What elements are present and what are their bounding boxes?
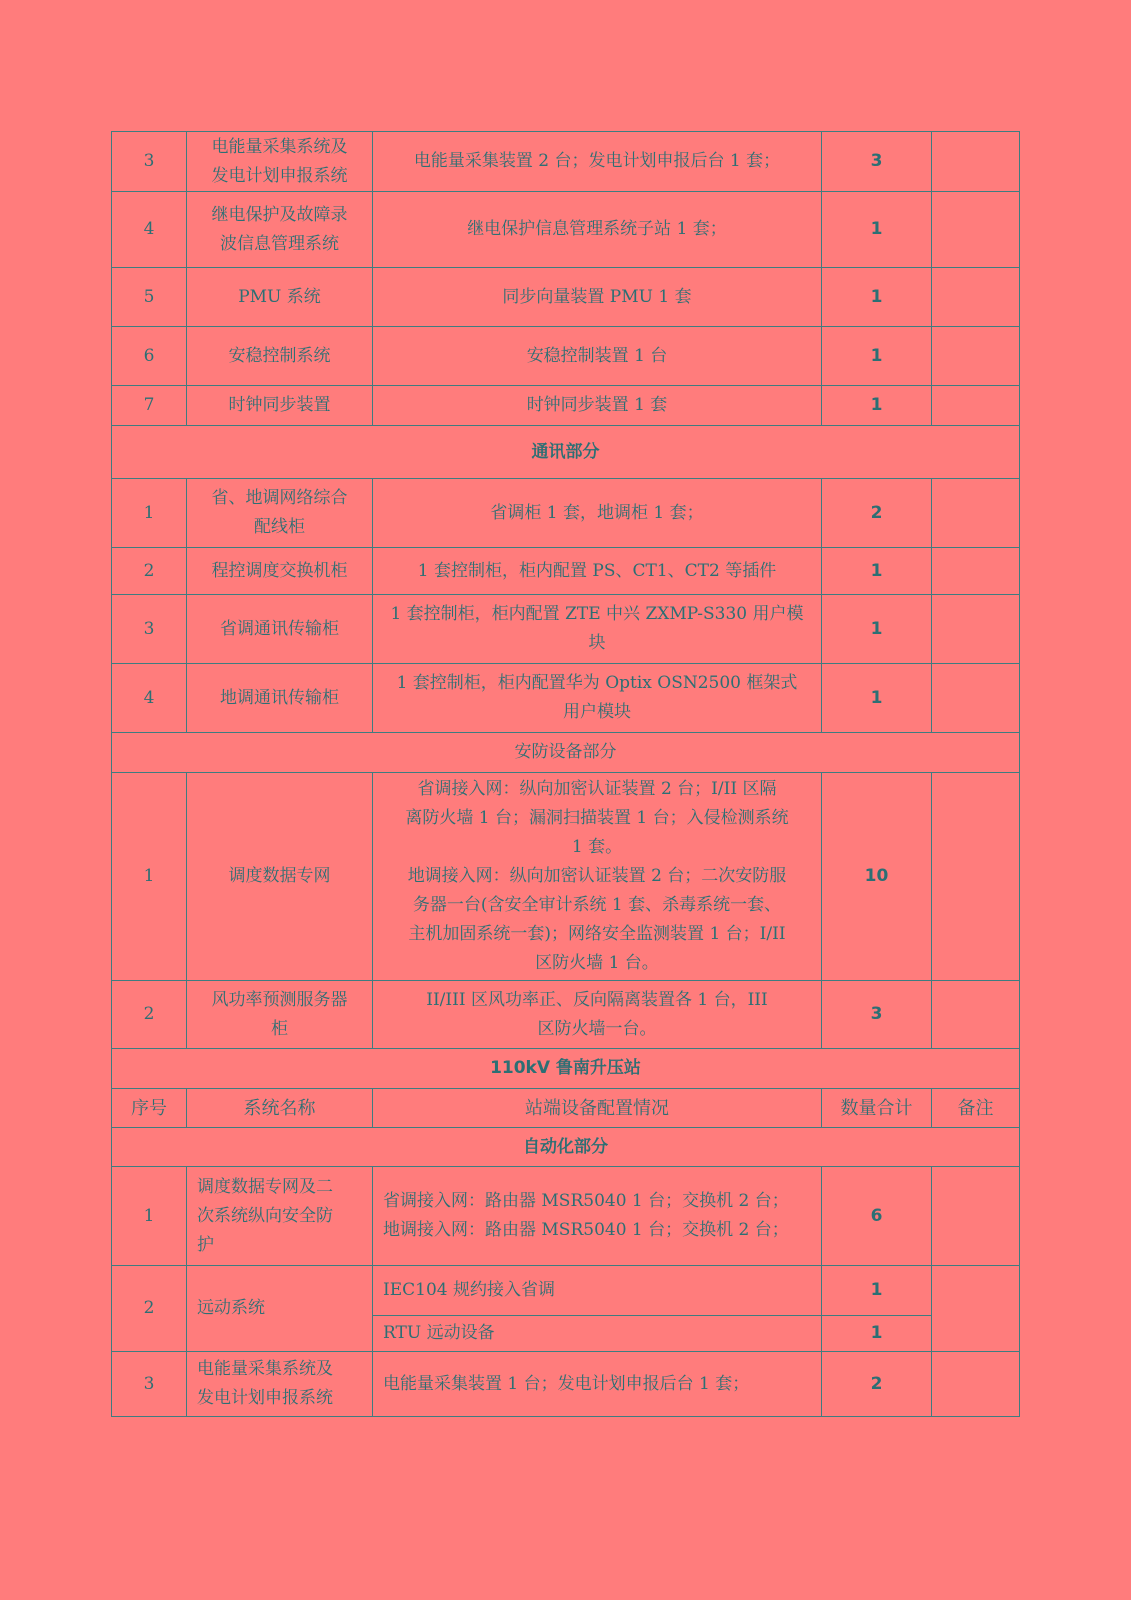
note-cell	[932, 595, 1020, 664]
table-row	[112, 981, 1020, 1049]
table-row	[112, 192, 1020, 268]
section-title-comm: 通讯部分	[112, 426, 1020, 479]
row-number: 1	[112, 773, 187, 981]
config-text: 继电保护信息管理系统子站 1 套；	[373, 192, 822, 268]
table-row	[112, 664, 1020, 733]
section-header-row	[112, 426, 1020, 479]
section-title-security: 安防设备部分	[112, 733, 1020, 773]
config-text: RTU 远动设备	[373, 1316, 822, 1352]
header-name: 系统名称	[187, 1089, 373, 1128]
note-cell	[932, 548, 1020, 595]
table-row	[112, 268, 1020, 327]
note-cell	[932, 327, 1020, 386]
config-text: 省调接入网：纵向加密认证装置 2 台；I/II 区隔 离防火墙 1 台；漏洞扫描装置 1 台；入侵检测系统 1 套。 地调接入网：纵向加密认证装置 2 台；二次安防服 务器一台(含安全审计系统 1 套、杀毒系统一套、 主机加固系统一套)；网络安全监测装置 1 台；I/II 区防火墙 1 台。	[373, 773, 822, 981]
system-name: 地调通讯传输柜	[187, 664, 373, 733]
quantity: 1	[822, 548, 932, 595]
system-name: PMU 系统	[187, 268, 373, 327]
config-text: 时钟同步装置 1 套	[373, 386, 822, 426]
header-no: 序号	[112, 1089, 187, 1128]
config-text: 1 套控制柜，柜内配置华为 Optix OSN2500 框架式 用户模块	[373, 664, 822, 733]
note-cell	[932, 192, 1020, 268]
config-text: II/III 区风功率正、反向隔离装置各 1 台，III 区防火墙一台。	[373, 981, 822, 1049]
quantity: 10	[822, 773, 932, 981]
note-cell	[932, 479, 1020, 548]
row-number: 3	[112, 132, 187, 192]
header-config: 站端设备配置情况	[373, 1089, 822, 1128]
note-cell	[932, 386, 1020, 426]
note-cell	[932, 981, 1020, 1049]
system-name: 调度数据专网	[187, 773, 373, 981]
config-text: 省调柜 1 套，地调柜 1 套；	[373, 479, 822, 548]
table-row	[112, 132, 1020, 192]
note-cell	[932, 664, 1020, 733]
system-name: 风功率预测服务器 柜	[187, 981, 373, 1049]
section-header-row	[112, 1128, 1020, 1167]
table-row	[112, 1167, 1020, 1266]
config-text: IEC104 规约接入省调	[373, 1266, 822, 1316]
quantity: 1	[822, 1316, 932, 1352]
row-number: 3	[112, 595, 187, 664]
quantity: 1	[822, 664, 932, 733]
equipment-table	[111, 131, 1020, 1417]
table-row	[112, 1352, 1020, 1417]
table-row	[112, 548, 1020, 595]
quantity: 1	[822, 192, 932, 268]
header-note: 备注	[932, 1089, 1020, 1128]
config-text: 安稳控制装置 1 台	[373, 327, 822, 386]
note-cell	[932, 773, 1020, 981]
quantity: 1	[822, 386, 932, 426]
system-name: 省、地调网络综合 配线柜	[187, 479, 373, 548]
system-name: 时钟同步装置	[187, 386, 373, 426]
station-title: 110kV 鲁南升压站	[112, 1049, 1020, 1089]
table-row	[112, 773, 1020, 981]
row-number: 2	[112, 548, 187, 595]
column-header-row	[112, 1089, 1020, 1128]
config-text: 电能量采集装置 1 台；发电计划申报后台 1 套；	[373, 1352, 822, 1417]
config-text: 电能量采集装置 2 台；发电计划申报后台 1 套；	[373, 132, 822, 192]
quantity: 2	[822, 479, 932, 548]
note-cell	[932, 1352, 1020, 1417]
row-number: 4	[112, 664, 187, 733]
quantity: 1	[822, 1266, 932, 1316]
system-name: 电能量采集系统及 发电计划申报系统	[187, 132, 373, 192]
note-cell	[932, 1266, 1020, 1352]
quantity: 6	[822, 1167, 932, 1266]
row-number: 7	[112, 386, 187, 426]
row-number: 2	[112, 1266, 187, 1352]
system-name: 程控调度交换机柜	[187, 548, 373, 595]
system-name: 省调通讯传输柜	[187, 595, 373, 664]
row-number: 1	[112, 479, 187, 548]
table-row	[112, 595, 1020, 664]
system-name: 安稳控制系统	[187, 327, 373, 386]
section-title-automation: 自动化部分	[112, 1128, 1020, 1167]
table-row	[112, 327, 1020, 386]
quantity: 3	[822, 981, 932, 1049]
section-header-row	[112, 733, 1020, 773]
row-number: 4	[112, 192, 187, 268]
note-cell	[932, 1167, 1020, 1266]
system-name: 调度数据专网及二 次系统纵向安全防 护	[187, 1167, 373, 1266]
note-cell	[932, 268, 1020, 327]
quantity: 3	[822, 132, 932, 192]
row-number: 1	[112, 1167, 187, 1266]
section-header-row	[112, 1049, 1020, 1089]
table-row	[112, 479, 1020, 548]
row-number: 3	[112, 1352, 187, 1417]
table-row	[112, 1266, 1020, 1316]
config-text: 1 套控制柜，柜内配置 ZTE 中兴 ZXMP-S330 用户模 块	[373, 595, 822, 664]
quantity: 1	[822, 595, 932, 664]
config-text: 同步向量装置 PMU 1 套	[373, 268, 822, 327]
note-cell	[932, 132, 1020, 192]
quantity: 1	[822, 327, 932, 386]
row-number: 6	[112, 327, 187, 386]
system-name: 继电保护及故障录 波信息管理系统	[187, 192, 373, 268]
row-number: 2	[112, 981, 187, 1049]
config-text: 省调接入网：路由器 MSR5040 1 台；交换机 2 台； 地调接入网：路由器 MSR5040 1 台；交换机 2 台；	[373, 1167, 822, 1266]
system-name: 电能量采集系统及 发电计划申报系统	[187, 1352, 373, 1417]
table-row	[112, 386, 1020, 426]
header-qty: 数量合计	[822, 1089, 932, 1128]
system-name: 远动系统	[187, 1266, 373, 1352]
quantity: 2	[822, 1352, 932, 1417]
config-text: 1 套控制柜，柜内配置 PS、CT1、CT2 等插件	[373, 548, 822, 595]
quantity: 1	[822, 268, 932, 327]
row-number: 5	[112, 268, 187, 327]
